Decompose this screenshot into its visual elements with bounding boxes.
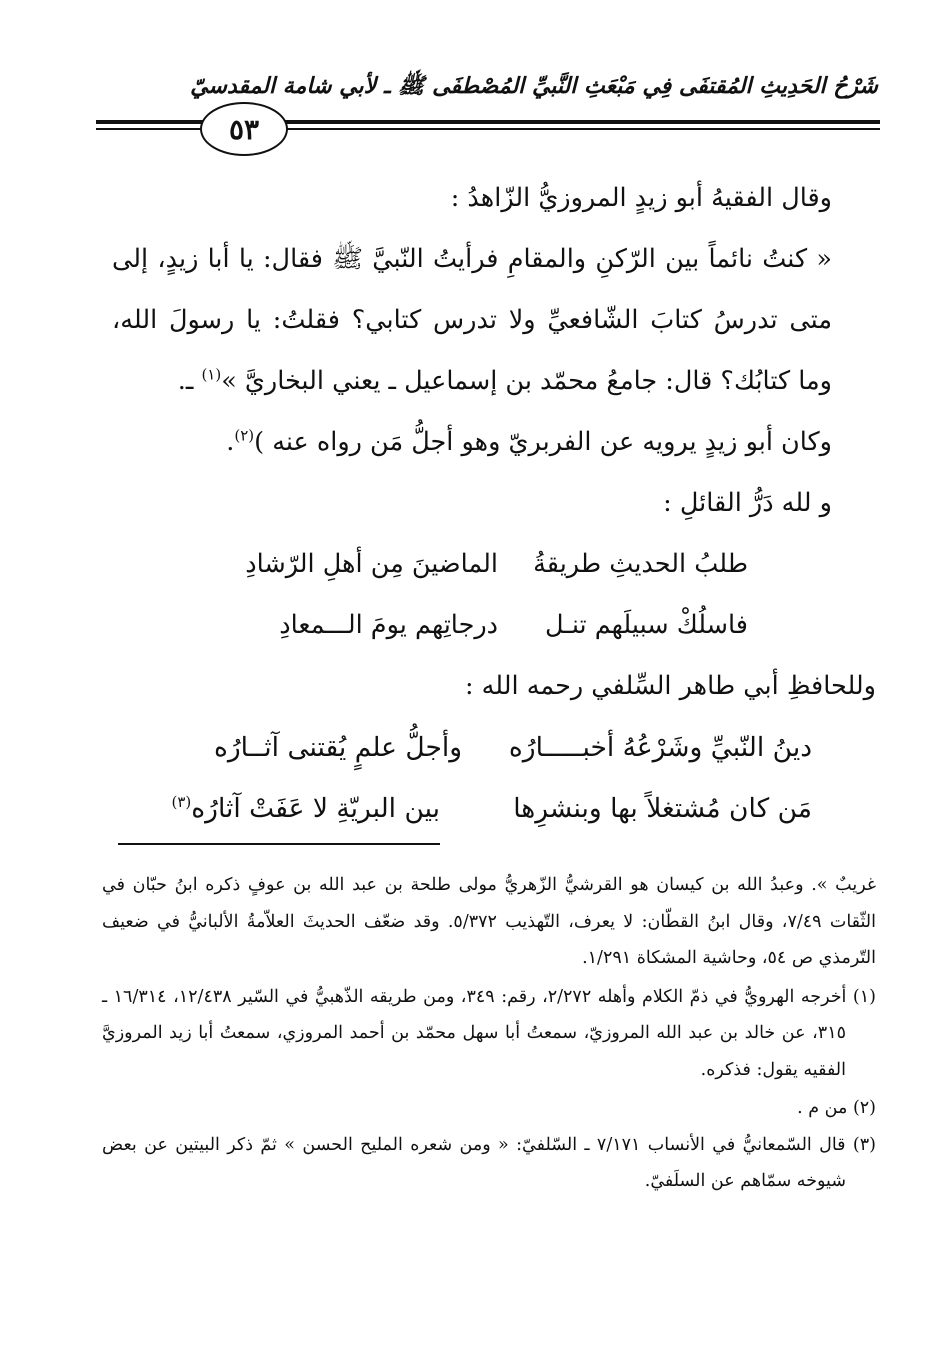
footnote-2: (٢) من م . [797, 1098, 876, 1118]
paragraph-firabri [112, 412, 876, 473]
verse-1-line-1 [112, 534, 876, 595]
verse-hemistich: طلبُ الحديثِ طريقةُ [533, 549, 748, 579]
verse-hemistich-text: بين البريّةِ لا عَفَتْ آثارُه [191, 793, 440, 824]
footnote-ref-2: (٢) [234, 426, 255, 445]
main-text [112, 168, 876, 839]
verse-hemistich: وأجلُّ علمٍ يُقتنى آثــارُه [214, 732, 462, 763]
verse-hemistich: دينُ النّبيِّ وشَرْعُهُ أخبـــــارُه [508, 732, 812, 763]
verse-hemistich: مَن كان مُشتغلاً بها وبنشرِها [513, 793, 812, 824]
footnote-ref-3: (٣) [171, 793, 192, 812]
footnote-3: (٣) قال السّمعانيُّ في الأنساب ٧/١٧١ ـ السّلفيّ: « ومن شعره المليح الحسن » ثمّ ذكر البيتين عن بعض شيوخه سمّاهم عن السلَفيّ. [102, 1134, 876, 1191]
running-title: شَرْحُ الحَدِيثِ المُقتفَى فِي مَبْعَثِ النَّبيِّ المُصْطفَى ﷺ ـ لأبي شامة المقدسيّ [190, 73, 878, 99]
firabri-text: وكان أبو زيدٍ يرويه عن الفربريّ وهو أجلُّ مَن رواه عنه ) [254, 427, 832, 457]
footnote-separator [118, 843, 440, 845]
paragraph-silafi-intro: وللحافظِ أبي طاهر السِّلفي رحمه الله : [464, 671, 876, 701]
paragraph-poet-intro: و لله دَرُّ القائلِ : [663, 488, 832, 518]
verse-hemistich: فاسلُكْ سبيلَهم تنـل [545, 610, 748, 640]
page-number: ٥٣ [200, 102, 288, 156]
narration-text: « كنتُ نائماً بين الرّكنِ والمقامِ فرأيتُ النّبيَّ ﷺ فقال: يا أبا زيدٍ، إلى متى تدرسُ كتابَ الشّافعيِّ ولا تدرس كتابي؟ فقلتُ: يا رسولَ الله، وما كتابُك؟ قال: جامعُ محمّد بن إسماعيل ـ يعني البخاريَّ » [112, 244, 832, 396]
firabri-end: . [226, 427, 235, 457]
verse-hemistich: الماضينَ مِن أهلِ الرّشادِ [245, 549, 498, 579]
footnote-ref-1: (١) [201, 365, 222, 384]
paragraph-dream-narration [112, 229, 876, 412]
paragraph-intro: وقال الفقيهُ أبو زيدٍ المروزيُّ الزّاهدُ : [450, 183, 832, 213]
verse-hemistich [171, 778, 440, 839]
footnotes [102, 867, 876, 1200]
verse-hemistich: درجاتِهم يومَ الـــمعادِ [279, 610, 498, 640]
verse-1-line-2 [112, 595, 876, 656]
footnote-1: (١) أخرجه الهرويُّ في ذمّ الكلام وأهله ٢/٢٧٢، رقم: ٣٤٩، ومن طريقه الذّهبيُّ في السّير ١٢/٤٣٨، ١٦/٣١٤ ـ ٣١٥، عن خالد بن عبد الله المروزيّ، سمعتُ أبا سهل محمّد بن أحمد المروزي، سمعتُ أبا زيد المروزيَّ الفقيه يقول: فذكره. [102, 986, 876, 1080]
verse-2-line-1 [112, 717, 876, 778]
narration-end: ـ. [177, 366, 202, 396]
verse-2-line-2 [112, 778, 876, 839]
footnote-continued: غريبٌ ». وعبدُ الله بن كيسان هو القرشيُّ الزّهريُّ مولى طلحة بن عبد الله بن عوفٍ ذكره ابنُ حبّان في الثّقات ٧/٤٩، وقال ابنُ القطّان: لا يعرف، التّهذيب ٥/٣٧٢. وقد ضعّف الحديثَ العلاّمةُ الألبانيُّ في ضعيف التّرمذي ص ٥٤، وحاشية المشكاة ١/٢٩١. [102, 875, 876, 968]
